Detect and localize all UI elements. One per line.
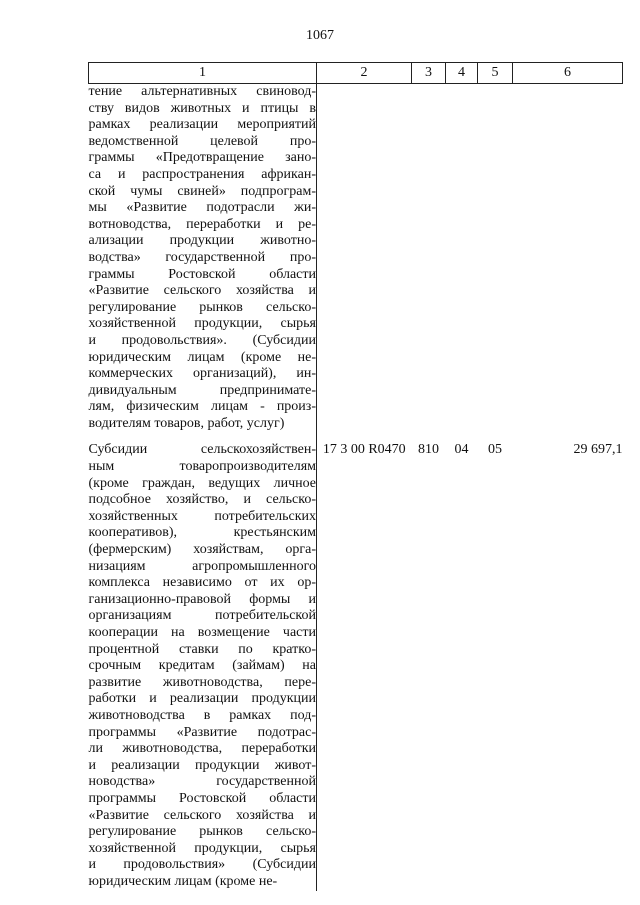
description-line: дивидуальным предпринимате- (88, 382, 316, 398)
description-line: животноводства в рамках под- (88, 707, 316, 723)
column-header-4: 4 (446, 63, 478, 84)
description-line: мы «Развитие подотрасли жи- (88, 200, 316, 216)
description-line: организациям потребительской (88, 608, 316, 624)
table-row (89, 84, 623, 433)
description-line: (кроме граждан, ведущих личное (88, 475, 316, 491)
description-line: срочным кредитам (займам) на (88, 658, 316, 674)
expense-type-cell: 810 (418, 442, 439, 458)
description-line: ству видов животных и птицы в (88, 100, 316, 116)
description-line: рамках реализации мероприятий (88, 117, 316, 133)
description-line: лям, физическим лицам - произ- (88, 399, 316, 415)
description-line: ли животноводства, переработки (88, 741, 316, 757)
column-number-row (89, 63, 623, 84)
row-description (89, 432, 317, 890)
description-line: ализации продукции животно- (88, 233, 316, 249)
description-line: кооперации на возмещение части (88, 625, 316, 640)
column-header-1: 1 (89, 63, 317, 84)
description-line: программы «Развитие подотрас- (88, 724, 316, 740)
subsection-cell (478, 84, 513, 433)
target-code-cell (317, 84, 412, 433)
description-line: тение альтернативных свиновод- (88, 84, 316, 99)
description-line: комплекса независимо от их ор- (88, 575, 316, 591)
description-line: хозяйственных потребительских (88, 508, 316, 524)
description-line: «Развитие сельского хозяйства и (88, 283, 316, 299)
table-row (89, 432, 623, 890)
description-line: хозяйственной продукции, сырья (88, 840, 316, 856)
description-line: новодства» государственной (88, 774, 316, 790)
description-line: ным товаропроизводителям (88, 459, 316, 475)
amount-cell (513, 84, 623, 433)
description-line: юридическим лицам (кроме не- (88, 349, 316, 365)
row-description (89, 84, 317, 433)
description-line: ской чумы свиней» подпрограм- (88, 183, 316, 199)
description-line: низациям агропромышленного (88, 558, 316, 574)
description-line: водства» государственной про- (88, 249, 316, 265)
description-line: и продовольствия». (Субсидии (88, 332, 316, 348)
column-header-6: 6 (513, 63, 623, 84)
description-line: Субсидии сельскохозяйствен- (88, 442, 316, 458)
page-number: 1067 (306, 28, 334, 43)
description-line: хозяйственной продукции, сырья (88, 316, 316, 332)
amount-cell: 29 697,1 (573, 442, 623, 458)
section-cell (446, 84, 478, 433)
description-line: работки и реализации продукции (88, 691, 316, 707)
description-line: и реализации продукции живот- (88, 757, 316, 773)
description-line: коммерческих организаций), ин- (88, 366, 316, 382)
description-line: водителям товаров, работ, услуг) (88, 415, 285, 431)
description-line: кооперативов), крестьянским (88, 525, 316, 541)
description-line: и продовольствия» (Субсидии (88, 857, 316, 873)
budget-table (88, 62, 623, 891)
description-line: «Развитие сельского хозяйства и (88, 807, 316, 823)
column-header-3: 3 (412, 63, 446, 84)
description-line: граммы «Предотвращение зано- (88, 150, 316, 166)
description-line: (фермерским) хозяйствам, орга- (88, 542, 316, 558)
description-line: вотноводства, переработки и ре- (88, 216, 316, 232)
expense-type-cell (412, 84, 446, 433)
subsection-cell: 05 (488, 442, 502, 458)
target-code-cell: 17 3 00 R0470 (322, 442, 406, 458)
description-line: граммы Ростовской области (88, 266, 316, 282)
column-header-2: 2 (317, 63, 412, 84)
section-cell: 04 (454, 442, 469, 458)
description-line: регулирование рынков сельско- (88, 824, 316, 840)
description-line: регулирование рынков сельско- (88, 299, 316, 315)
description-line: юридическим лицам (кроме не- (88, 873, 278, 889)
column-header-5: 5 (478, 63, 513, 84)
description-line: программы Ростовской области (88, 790, 316, 806)
description-line: са и распространения африкан- (88, 166, 316, 182)
description-line: ведомственной целевой про- (88, 133, 316, 149)
description-line: ганизационно-правовой формы и (88, 591, 316, 607)
description-line: процентной ставки по кратко- (88, 641, 316, 657)
description-line: подсобное хозяйство, и сельско- (88, 492, 316, 508)
description-line: развитие животноводства, пере- (88, 674, 316, 690)
